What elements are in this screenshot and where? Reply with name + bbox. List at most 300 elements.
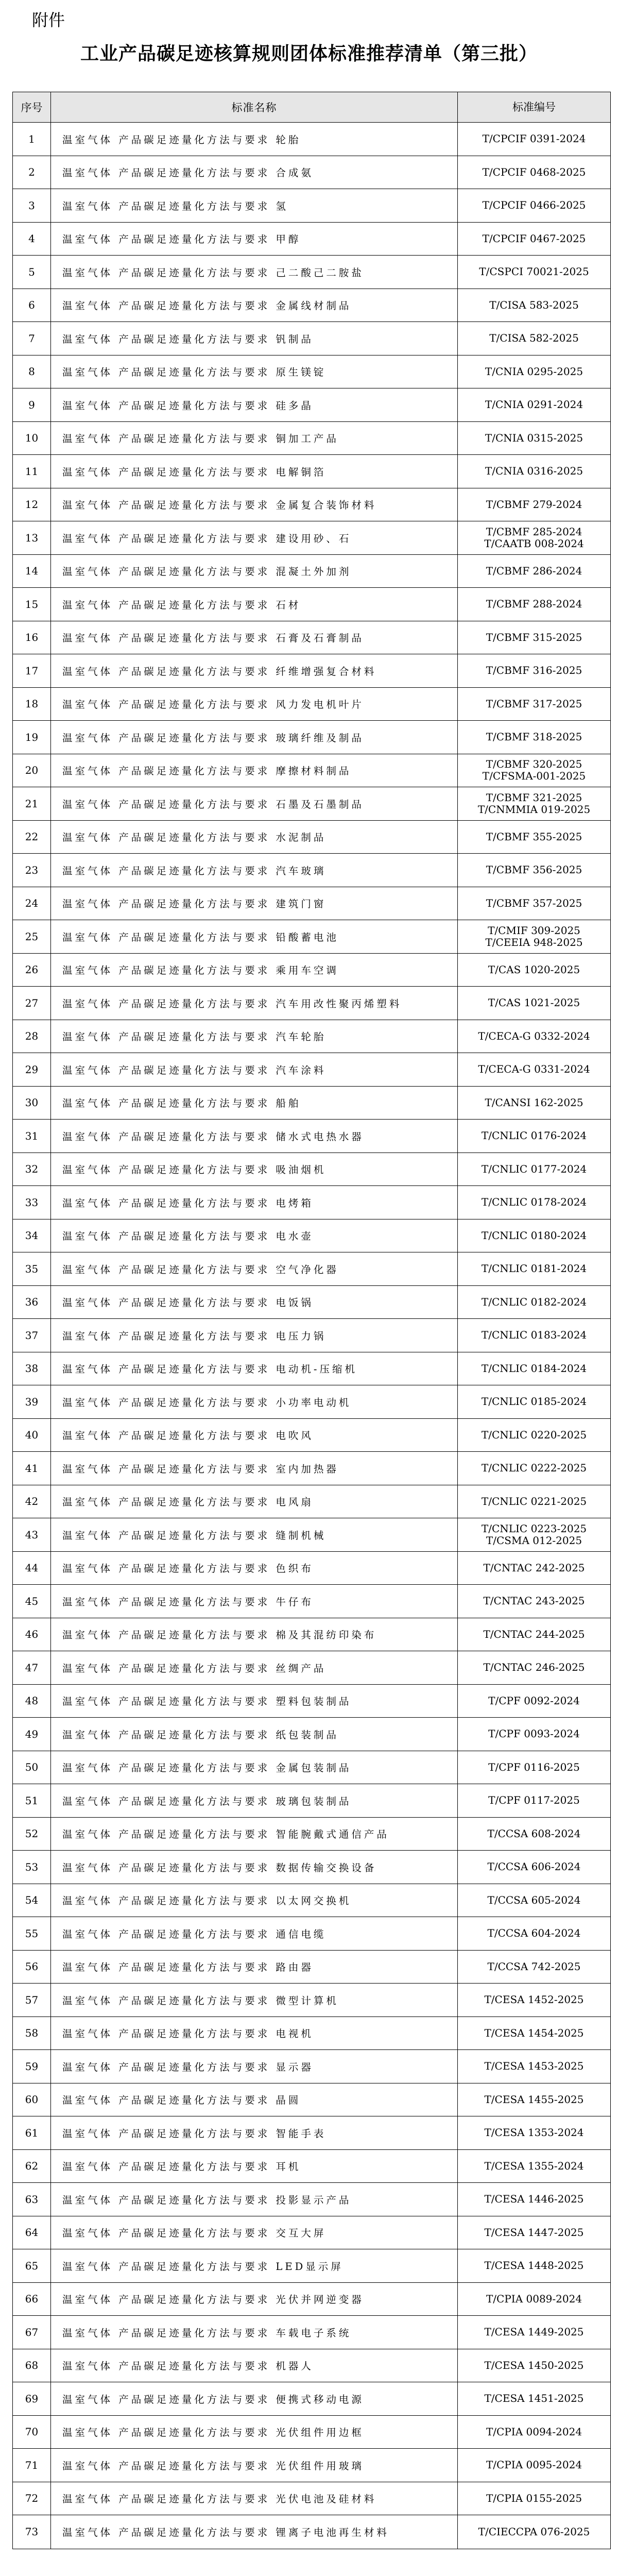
row-standard-name: 温室气体 产品碳足迹量化方法与要求 电风扇 <box>51 1485 458 1518</box>
table-row <box>13 289 610 323</box>
standards-table <box>12 92 611 2549</box>
row-standard-code <box>458 887 610 920</box>
row-serial-no: 25 <box>13 920 51 953</box>
row-standard-name: 温室气体 产品碳足迹量化方法与要求 光伏组件用边框 <box>51 2416 458 2449</box>
row-serial-no: 71 <box>13 2449 51 2482</box>
row-standard-name: 温室气体 产品碳足迹量化方法与要求 小功率电动机 <box>51 1385 458 1418</box>
table-row <box>13 2349 610 2383</box>
row-standard-name: 温室气体 产品碳足迹量化方法与要求 智能手表 <box>51 2116 458 2149</box>
row-serial-no: 9 <box>13 388 51 421</box>
standard-code: T/CNIA 0295-2025 <box>485 365 583 378</box>
standard-code: T/CAS 1021-2025 <box>488 996 580 1009</box>
standard-code: T/CESA 1453-2025 <box>484 2060 584 2073</box>
row-standard-code <box>458 1053 610 1086</box>
row-standard-name: 温室气体 产品碳足迹量化方法与要求 汽车轮胎 <box>51 1020 458 1053</box>
row-standard-code <box>458 322 610 355</box>
row-serial-no: 48 <box>13 1685 51 1718</box>
row-standard-name: 温室气体 产品碳足迹量化方法与要求 混凝土外加剂 <box>51 555 458 588</box>
standard-code: T/CNMMIA 019-2025 <box>477 803 591 816</box>
standard-code: T/CNLIC 0178-2024 <box>481 1196 587 1209</box>
row-standard-code <box>458 954 610 987</box>
row-standard-name: 温室气体 产品碳足迹量化方法与要求 便携式移动电源 <box>51 2382 458 2415</box>
table-row <box>13 1884 610 1918</box>
standard-code: T/CPCIF 0468-2025 <box>482 165 586 178</box>
standard-code: T/CNLIC 0184-2024 <box>481 1362 587 1375</box>
standard-code: T/CPF 0093-2024 <box>488 1727 580 1740</box>
row-standard-name: 温室气体 产品碳足迹量化方法与要求 智能腕戴式通信产品 <box>51 1818 458 1851</box>
table-row <box>13 987 610 1020</box>
row-standard-code <box>458 1385 610 1418</box>
row-standard-code <box>458 987 610 1020</box>
row-serial-no: 24 <box>13 887 51 920</box>
table-row <box>13 654 610 688</box>
standard-code: T/CBMF 279-2024 <box>486 498 582 511</box>
row-serial-no: 62 <box>13 2150 51 2183</box>
standard-code: T/CBMF 315-2025 <box>486 631 582 643</box>
row-standard-code <box>458 2482 610 2515</box>
table-row <box>13 1851 610 1884</box>
row-standard-name: 温室气体 产品碳足迹量化方法与要求 建设用砂、石 <box>51 521 458 554</box>
row-serial-no: 34 <box>13 1219 51 1252</box>
table-row <box>13 388 610 422</box>
row-standard-name: 温室气体 产品碳足迹量化方法与要求 轮胎 <box>51 123 458 156</box>
row-standard-code <box>458 621 610 654</box>
standard-code: T/CPCIF 0467-2025 <box>482 232 586 245</box>
row-standard-code <box>458 1020 610 1053</box>
table-row <box>13 754 610 788</box>
row-standard-name: 温室气体 产品碳足迹量化方法与要求 金属复合装饰材料 <box>51 488 458 521</box>
standard-code: T/CESA 1355-2024 <box>484 2159 584 2172</box>
row-standard-code <box>458 1186 610 1219</box>
row-standard-name: 温室气体 产品碳足迹量化方法与要求 锂离子电池再生材料 <box>51 2515 458 2549</box>
row-standard-code <box>458 1951 610 1984</box>
row-standard-name: 温室气体 产品碳足迹量化方法与要求 电解铜箔 <box>51 455 458 488</box>
standard-code: T/CBMF 286-2024 <box>486 564 582 577</box>
standard-code: T/CNLIC 0181-2024 <box>481 1262 587 1275</box>
table-row <box>13 621 610 655</box>
row-standard-name: 温室气体 产品碳足迹量化方法与要求 以太网交换机 <box>51 1884 458 1917</box>
table-row <box>13 2416 610 2449</box>
table-row <box>13 1319 610 1352</box>
row-serial-no: 41 <box>13 1452 51 1485</box>
row-serial-no: 60 <box>13 2083 51 2116</box>
row-standard-name: 温室气体 产品碳足迹量化方法与要求 色织布 <box>51 1552 458 1585</box>
row-standard-code <box>458 555 610 588</box>
standard-code: T/CNLIC 0180-2024 <box>481 1229 587 1242</box>
row-standard-name: 温室气体 产品碳足迹量化方法与要求 铅酸蓄电池 <box>51 920 458 953</box>
row-standard-code <box>458 920 610 953</box>
row-standard-code <box>458 1219 610 1252</box>
row-standard-name: 温室气体 产品碳足迹量化方法与要求 棉及其混纺印染布 <box>51 1618 458 1651</box>
row-standard-name: 温室气体 产品碳足迹量化方法与要求 投影显示产品 <box>51 2183 458 2216</box>
row-standard-code <box>458 2249 610 2282</box>
row-standard-name: 温室气体 产品碳足迹量化方法与要求 石墨及石墨制品 <box>51 787 458 820</box>
row-serial-no: 61 <box>13 2116 51 2149</box>
row-serial-no: 8 <box>13 355 51 388</box>
row-standard-code <box>458 355 610 388</box>
row-serial-no: 7 <box>13 322 51 355</box>
standard-code: T/CBMF 357-2025 <box>486 896 582 909</box>
table-row <box>13 1020 610 1054</box>
row-standard-name: 温室气体 产品碳足迹量化方法与要求 己二酸己二胺盐 <box>51 256 458 289</box>
row-serial-no: 53 <box>13 1851 51 1884</box>
row-standard-code <box>458 156 610 189</box>
row-serial-no: 40 <box>13 1419 51 1452</box>
row-serial-no: 6 <box>13 289 51 322</box>
table-row <box>13 920 610 954</box>
standard-code: T/CESA 1447-2025 <box>484 2226 584 2239</box>
row-standard-name: 温室气体 产品碳足迹量化方法与要求 机器人 <box>51 2349 458 2382</box>
row-standard-name: 温室气体 产品碳足迹量化方法与要求 氢 <box>51 189 458 222</box>
table-row <box>13 1518 610 1552</box>
table-row <box>13 2150 610 2183</box>
table-row <box>13 787 610 821</box>
standard-code: T/CPIA 0089-2024 <box>486 2292 582 2305</box>
row-serial-no: 21 <box>13 787 51 820</box>
row-standard-code <box>458 1120 610 1153</box>
row-standard-code <box>458 787 610 820</box>
row-standard-code <box>458 123 610 156</box>
row-standard-code <box>458 1485 610 1518</box>
table-row <box>13 1685 610 1718</box>
standard-code: T/CESA 1454-2025 <box>484 2026 584 2039</box>
row-standard-name: 温室气体 产品碳足迹量化方法与要求 纤维增强复合材料 <box>51 654 458 687</box>
row-standard-code <box>458 422 610 455</box>
row-serial-no: 73 <box>13 2515 51 2549</box>
row-standard-code <box>458 754 610 787</box>
row-standard-code <box>458 1252 610 1285</box>
row-standard-code <box>458 1851 610 1884</box>
standard-code: T/CANSI 162-2025 <box>485 1096 583 1109</box>
row-serial-no: 52 <box>13 1818 51 1851</box>
header-serial-no: 序号 <box>13 92 51 122</box>
table-row <box>13 1452 610 1485</box>
table-row <box>13 488 610 522</box>
table-row <box>13 1651 610 1685</box>
row-standard-name: 温室气体 产品碳足迹量化方法与要求 塑料包装制品 <box>51 1685 458 1718</box>
standard-code: T/CNLIC 0222-2025 <box>481 1462 587 1475</box>
row-standard-name: 温室气体 产品碳足迹量化方法与要求 丝绸产品 <box>51 1651 458 1684</box>
row-serial-no: 54 <box>13 1884 51 1917</box>
table-row <box>13 1552 610 1585</box>
table-row <box>13 854 610 887</box>
standard-code: T/CPIA 0094-2024 <box>486 2425 582 2438</box>
row-serial-no: 43 <box>13 1518 51 1551</box>
standard-code: T/CFSMA-001-2025 <box>482 770 586 783</box>
row-standard-code <box>458 488 610 521</box>
row-standard-name: 温室气体 产品碳足迹量化方法与要求 石材 <box>51 588 458 621</box>
row-standard-name: 温室气体 产品碳足迹量化方法与要求 甲醇 <box>51 223 458 256</box>
standard-code: T/CISA 582-2025 <box>489 332 579 345</box>
table-row <box>13 954 610 987</box>
standard-code: T/CNIA 0316-2025 <box>485 465 583 478</box>
row-standard-name: 温室气体 产品碳足迹量化方法与要求 LED显示屏 <box>51 2249 458 2282</box>
table-row <box>13 1818 610 1851</box>
row-serial-no: 20 <box>13 754 51 787</box>
table-row <box>13 1352 610 1386</box>
standard-code: T/CNLIC 0182-2024 <box>481 1295 587 1308</box>
table-row <box>13 721 610 754</box>
row-standard-code <box>458 1452 610 1485</box>
row-standard-name: 温室气体 产品碳足迹量化方法与要求 耳机 <box>51 2150 458 2183</box>
table-row <box>13 2116 610 2150</box>
standard-code: T/CAS 1020-2025 <box>488 963 580 976</box>
row-standard-name: 温室气体 产品碳足迹量化方法与要求 光伏并网逆变器 <box>51 2283 458 2316</box>
standard-code: T/CBMF 320-2025 <box>486 758 582 771</box>
row-standard-name: 温室气体 产品碳足迹量化方法与要求 电烤箱 <box>51 1186 458 1219</box>
table-row <box>13 1087 610 1120</box>
table-row <box>13 2482 610 2516</box>
table-row <box>13 2249 610 2283</box>
row-serial-no: 57 <box>13 1984 51 2016</box>
row-standard-name: 温室气体 产品碳足迹量化方法与要求 光伏电池及硅材料 <box>51 2482 458 2515</box>
row-standard-name: 温室气体 产品碳足迹量化方法与要求 晶圆 <box>51 2083 458 2116</box>
table-row <box>13 123 610 156</box>
table-row <box>13 1120 610 1153</box>
row-standard-code <box>458 2183 610 2216</box>
standard-code: T/CPF 0092-2024 <box>488 1694 580 1707</box>
standard-code: T/CECA-G 0331-2024 <box>478 1063 590 1076</box>
row-standard-name: 温室气体 产品碳足迹量化方法与要求 玻璃纤维及制品 <box>51 721 458 754</box>
row-serial-no: 67 <box>13 2316 51 2349</box>
row-standard-name: 温室气体 产品碳足迹量化方法与要求 通信电缆 <box>51 1917 458 1950</box>
table-row <box>13 1718 610 1751</box>
standard-code: T/CBMF 316-2025 <box>486 664 582 677</box>
row-standard-name: 温室气体 产品碳足迹量化方法与要求 水泥制品 <box>51 821 458 854</box>
row-serial-no: 66 <box>13 2283 51 2316</box>
standard-code: T/CBMF 317-2025 <box>486 697 582 710</box>
table-row <box>13 2449 610 2482</box>
row-standard-code <box>458 1518 610 1551</box>
row-standard-name: 温室气体 产品碳足迹量化方法与要求 电饭锅 <box>51 1286 458 1319</box>
row-serial-no: 12 <box>13 488 51 521</box>
row-standard-name: 温室气体 产品碳足迹量化方法与要求 石膏及石膏制品 <box>51 621 458 654</box>
standard-code: T/CBMF 356-2025 <box>486 863 582 876</box>
row-standard-name: 温室气体 产品碳足迹量化方法与要求 纸包装制品 <box>51 1718 458 1751</box>
table-row <box>13 1951 610 1984</box>
row-standard-code <box>458 1286 610 1319</box>
standard-code: T/CESA 1353-2024 <box>484 2126 584 2139</box>
standard-code: T/CNIA 0315-2025 <box>485 431 583 444</box>
standard-code: T/CPIA 0155-2025 <box>486 2492 582 2504</box>
standard-code: T/CNTAC 244-2025 <box>483 1628 585 1640</box>
row-serial-no: 26 <box>13 954 51 987</box>
standard-code: T/CECA-G 0332-2024 <box>478 1029 590 1042</box>
row-standard-code <box>458 1618 610 1651</box>
row-standard-code <box>458 1651 610 1684</box>
row-standard-code <box>458 2349 610 2382</box>
row-standard-name: 温室气体 产品碳足迹量化方法与要求 室内加热器 <box>51 1452 458 1485</box>
table-row <box>13 588 610 621</box>
row-standard-name: 温室气体 产品碳足迹量化方法与要求 金属包装制品 <box>51 1751 458 1784</box>
row-standard-code <box>458 2116 610 2149</box>
row-standard-name: 温室气体 产品碳足迹量化方法与要求 电视机 <box>51 2017 458 2050</box>
row-standard-name: 温室气体 产品碳足迹量化方法与要求 牛仔布 <box>51 1585 458 1618</box>
standard-code: T/CNLIC 0220-2025 <box>481 1428 587 1441</box>
standard-code: T/CISA 583-2025 <box>489 298 579 311</box>
table-row <box>13 322 610 355</box>
row-standard-name: 温室气体 产品碳足迹量化方法与要求 风力发电机叶片 <box>51 688 458 721</box>
row-standard-name: 温室气体 产品碳足迹量化方法与要求 摩擦材料制品 <box>51 754 458 787</box>
standard-code: T/CNLIC 0185-2024 <box>481 1395 587 1408</box>
table-row <box>13 688 610 721</box>
row-serial-no: 4 <box>13 223 51 256</box>
standard-code: T/CCSA 608-2024 <box>487 1827 581 1840</box>
row-serial-no: 45 <box>13 1585 51 1618</box>
standard-code: T/CPF 0117-2025 <box>488 1794 580 1807</box>
row-standard-code <box>458 2316 610 2349</box>
standard-code: T/CCSA 604-2024 <box>487 1927 581 1940</box>
standard-code: T/CBMF 285-2024 <box>486 525 582 538</box>
row-standard-code <box>458 821 610 854</box>
row-serial-no: 30 <box>13 1087 51 1120</box>
row-serial-no: 70 <box>13 2416 51 2449</box>
standard-code: T/CIECCPA 076-2025 <box>478 2525 590 2538</box>
row-standard-code <box>458 189 610 222</box>
row-standard-name: 温室气体 产品碳足迹量化方法与要求 原生镁锭 <box>51 355 458 388</box>
row-standard-code <box>458 854 610 887</box>
row-standard-code <box>458 1784 610 1817</box>
row-standard-code <box>458 455 610 488</box>
standard-code: T/CNLIC 0221-2025 <box>481 1495 587 1507</box>
standard-code: T/CEEIA 948-2025 <box>485 936 583 948</box>
row-standard-code <box>458 223 610 256</box>
table-row <box>13 2515 610 2549</box>
table-row <box>13 1186 610 1219</box>
row-standard-code <box>458 2515 610 2549</box>
row-serial-no: 59 <box>13 2050 51 2083</box>
standard-code: T/CPCIF 0466-2025 <box>482 199 586 212</box>
row-standard-name: 温室气体 产品碳足迹量化方法与要求 汽车用改性聚丙烯塑料 <box>51 987 458 1020</box>
row-standard-code <box>458 1751 610 1784</box>
table-row <box>13 2017 610 2050</box>
row-standard-name: 温室气体 产品碳足迹量化方法与要求 乘用车空调 <box>51 954 458 987</box>
table-row <box>13 2283 610 2316</box>
standard-code: T/CESA 1449-2025 <box>484 2326 584 2338</box>
row-standard-code <box>458 1552 610 1585</box>
row-serial-no: 38 <box>13 1352 51 1385</box>
standard-code: T/CNLIC 0176-2024 <box>481 1129 587 1142</box>
table-header-row <box>13 92 610 123</box>
attachment-label: 附件 <box>32 10 65 30</box>
table-row <box>13 223 610 256</box>
header-standard-name: 标准名称 <box>51 92 458 122</box>
table-row <box>13 2316 610 2349</box>
standard-code: T/CSMA 012-2025 <box>486 1534 582 1547</box>
row-standard-code <box>458 721 610 754</box>
row-standard-code <box>458 1984 610 2016</box>
row-standard-name: 温室气体 产品碳足迹量化方法与要求 路由器 <box>51 1951 458 1984</box>
row-serial-no: 63 <box>13 2183 51 2216</box>
row-standard-name: 温室气体 产品碳足迹量化方法与要求 微型计算机 <box>51 1984 458 2016</box>
row-standard-code <box>458 521 610 554</box>
row-serial-no: 31 <box>13 1120 51 1153</box>
table-row <box>13 2183 610 2216</box>
row-standard-name: 温室气体 产品碳足迹量化方法与要求 交互大屏 <box>51 2216 458 2249</box>
row-standard-name: 温室气体 产品碳足迹量化方法与要求 光伏组件用玻璃 <box>51 2449 458 2482</box>
row-standard-name: 温室气体 产品碳足迹量化方法与要求 建筑门窗 <box>51 887 458 920</box>
row-standard-code <box>458 2382 610 2415</box>
row-standard-code <box>458 688 610 721</box>
row-standard-name: 温室气体 产品碳足迹量化方法与要求 钒制品 <box>51 322 458 355</box>
table-row <box>13 1917 610 1951</box>
standard-code: T/CESA 1451-2025 <box>484 2392 584 2405</box>
row-standard-code <box>458 2283 610 2316</box>
row-standard-code <box>458 2216 610 2249</box>
row-standard-name: 温室气体 产品碳足迹量化方法与要求 显示器 <box>51 2050 458 2083</box>
table-row <box>13 555 610 588</box>
table-row <box>13 2083 610 2117</box>
standard-code: T/CESA 1446-2025 <box>484 2193 584 2206</box>
row-serial-no: 1 <box>13 123 51 156</box>
row-standard-code <box>458 1419 610 1452</box>
row-serial-no: 49 <box>13 1718 51 1751</box>
table-row <box>13 1419 610 1452</box>
row-serial-no: 15 <box>13 588 51 621</box>
row-standard-name: 温室气体 产品碳足迹量化方法与要求 船舶 <box>51 1087 458 1120</box>
row-standard-code <box>458 2050 610 2083</box>
row-standard-name: 温室气体 产品碳足迹量化方法与要求 汽车涂料 <box>51 1053 458 1086</box>
table-row <box>13 422 610 455</box>
row-standard-code <box>458 1585 610 1618</box>
standard-code: T/CSPCI 70021-2025 <box>479 265 589 278</box>
standard-code: T/CNLIC 0177-2024 <box>481 1162 587 1175</box>
standard-code: T/CAATB 008-2024 <box>484 537 584 550</box>
row-standard-code <box>458 1352 610 1385</box>
page-title: 工业产品碳足迹核算规则团体标准推荐清单（第三批） <box>80 43 538 64</box>
row-serial-no: 5 <box>13 256 51 289</box>
row-standard-name: 温室气体 产品碳足迹量化方法与要求 电动机-压缩机 <box>51 1352 458 1385</box>
row-serial-no: 47 <box>13 1651 51 1684</box>
row-standard-name: 温室气体 产品碳足迹量化方法与要求 硅多晶 <box>51 388 458 421</box>
row-standard-code <box>458 1917 610 1950</box>
row-standard-code <box>458 654 610 687</box>
row-serial-no: 19 <box>13 721 51 754</box>
row-standard-code <box>458 2416 610 2449</box>
header-standard-code: 标准编号 <box>512 100 556 113</box>
table-row <box>13 1153 610 1187</box>
row-standard-name: 温室气体 产品碳足迹量化方法与要求 玻璃包装制品 <box>51 1784 458 1817</box>
row-serial-no: 44 <box>13 1552 51 1585</box>
row-standard-code <box>458 2150 610 2183</box>
table-row <box>13 189 610 223</box>
row-serial-no: 68 <box>13 2349 51 2382</box>
row-serial-no: 17 <box>13 654 51 687</box>
row-standard-name: 温室气体 产品碳足迹量化方法与要求 数据传输交换设备 <box>51 1851 458 1884</box>
row-serial-no: 46 <box>13 1618 51 1651</box>
standard-code: T/CBMF 355-2025 <box>486 830 582 843</box>
table-row <box>13 1984 610 2017</box>
row-serial-no: 56 <box>13 1951 51 1984</box>
row-serial-no: 58 <box>13 2017 51 2050</box>
row-serial-no: 64 <box>13 2216 51 2249</box>
row-serial-no: 13 <box>13 521 51 554</box>
row-serial-no: 2 <box>13 156 51 189</box>
standard-code: T/CESA 1452-2025 <box>484 1993 584 2006</box>
table-row <box>13 256 610 289</box>
row-serial-no: 50 <box>13 1751 51 1784</box>
standard-code: T/CBMF 321-2025 <box>486 791 582 804</box>
standard-code: T/CMIF 309-2025 <box>488 924 580 937</box>
row-serial-no: 35 <box>13 1252 51 1285</box>
standard-code: T/CESA 1455-2025 <box>484 2093 584 2106</box>
row-serial-no: 32 <box>13 1153 51 1186</box>
standard-code: T/CBMF 318-2025 <box>486 731 582 743</box>
row-standard-code <box>458 588 610 621</box>
table-row <box>13 1053 610 1087</box>
row-serial-no: 55 <box>13 1917 51 1950</box>
table-row <box>13 1585 610 1618</box>
